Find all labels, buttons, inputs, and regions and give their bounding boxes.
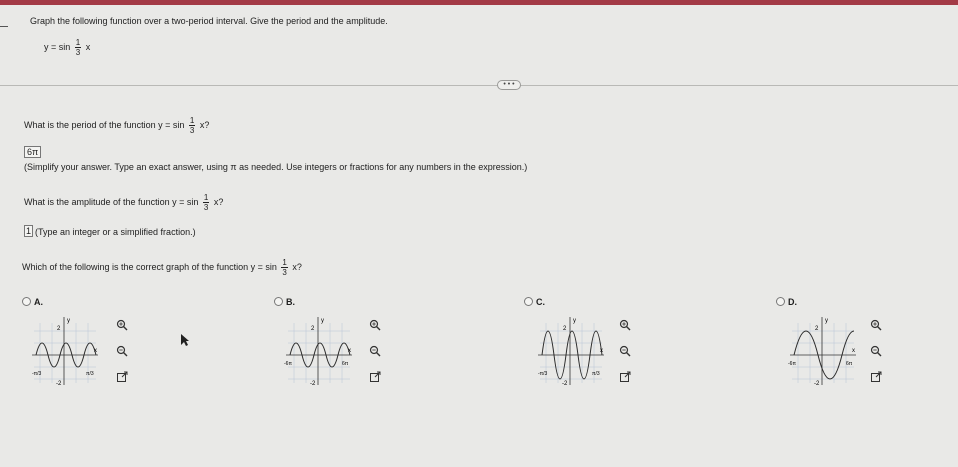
instruction-text: Graph the following function over a two-period interval. Give the period and the amplitude. [30, 16, 388, 26]
question-period-fraction [189, 116, 195, 135]
option-b-grid [288, 323, 350, 383]
option-d-y-tick-top: 2 [815, 326, 819, 332]
zoom-in-icon[interactable] [369, 318, 381, 330]
amplitude-hint: (Type an integer or a simplified fraction.) [35, 227, 196, 237]
question-graph-prefix: Which of the following is the correct graph of the function y = sin [22, 261, 277, 272]
zoom-out-icon[interactable] [870, 344, 882, 356]
option-b-y-tick-bottom: -2 [310, 381, 316, 385]
option-d-grid [792, 323, 854, 383]
option-b-x-tick-left: -6π [284, 361, 292, 367]
external-link-icon[interactable] [870, 370, 882, 382]
zoom-in-icon[interactable] [619, 318, 631, 330]
option-b-label[interactable]: B. [286, 297, 295, 307]
question-amplitude-fraction [203, 193, 209, 212]
option-a-x-tick-right: π/3 [86, 371, 94, 377]
option-d-graph-svg [788, 313, 858, 385]
option-b-graph-svg [284, 313, 354, 385]
q3-denominator: 3 [282, 268, 287, 277]
function-fraction [75, 38, 81, 57]
function-numerator: 1 [75, 38, 81, 47]
option-d-y-label: y [825, 318, 828, 324]
option-d-radio[interactable] [776, 297, 785, 306]
zoom-out-icon[interactable] [619, 344, 631, 356]
section-divider [0, 85, 958, 86]
q1-numerator: 1 [189, 116, 195, 125]
option-d-y-tick-bottom: -2 [814, 381, 820, 385]
cursor-arrow-icon [180, 333, 190, 347]
option-c-graph-svg [536, 313, 606, 385]
zoom-out-icon[interactable] [369, 344, 381, 356]
zoom-in-icon[interactable] [116, 318, 128, 330]
option-c-graph [536, 313, 606, 385]
q1-denominator: 3 [189, 126, 195, 135]
left-edge-mark [0, 26, 8, 27]
period-answer-box[interactable]: 6π [24, 146, 41, 158]
q2-numerator: 1 [203, 193, 209, 202]
question-period-suffix: x? [199, 119, 210, 130]
question-period-prefix: What is the period of the function y = sin [24, 119, 185, 130]
option-a-graph-svg [30, 313, 100, 385]
option-b-radio[interactable] [274, 297, 283, 306]
option-a-y-label: y [67, 318, 70, 324]
function-var: x [85, 41, 91, 52]
q2-denominator: 3 [203, 203, 209, 212]
amplitude-answer-box[interactable]: 1 [26, 226, 32, 236]
function-display [44, 38, 90, 57]
option-a-label[interactable]: A. [34, 297, 43, 307]
question-amplitude [24, 193, 223, 212]
option-c-x-tick-left: -π/3 [538, 371, 548, 377]
option-c-y-tick-bottom: -2 [562, 381, 568, 385]
option-b-y-tick-top: 2 [311, 326, 315, 332]
option-d-x-label: x [852, 348, 855, 354]
question-graph [22, 258, 302, 277]
more-options-button[interactable]: • • • [497, 80, 521, 90]
option-c-x-tick-right: π/3 [592, 371, 600, 377]
option-a-x-label: x [94, 348, 97, 354]
option-c-radio[interactable] [524, 297, 533, 306]
external-link-icon[interactable] [369, 370, 381, 382]
option-a-graph [30, 313, 100, 385]
top-accent-bar [0, 0, 958, 5]
option-c-label[interactable]: C. [536, 297, 545, 307]
option-c-y-label: y [573, 318, 576, 324]
option-a-y-tick-top: 2 [57, 326, 61, 332]
external-link-icon[interactable] [619, 370, 631, 382]
option-a-x-tick-left: -π/3 [32, 371, 42, 377]
question-graph-fraction [281, 258, 287, 277]
period-hint: (Simplify your answer. Type an exact answer, using π as needed. Use integers or fractions for any numbers in the expression.) [24, 162, 528, 172]
option-d-x-tick-left: -6π [788, 361, 796, 367]
q3-numerator: 1 [282, 258, 287, 267]
option-b-graph [284, 313, 354, 385]
option-b-x-tick-right: 6π [342, 361, 349, 367]
option-d-x-tick-right: 6π [846, 361, 853, 367]
option-c-x-label: x [600, 348, 603, 354]
external-link-icon[interactable] [116, 370, 128, 382]
function-denominator: 3 [75, 48, 81, 57]
option-b-x-label: x [348, 348, 351, 354]
option-d-graph [788, 313, 858, 385]
option-d-label[interactable]: D. [788, 297, 797, 307]
zoom-in-icon[interactable] [870, 318, 882, 330]
option-a-radio[interactable] [22, 297, 31, 306]
question-period [24, 116, 209, 135]
question-graph-suffix: x? [292, 261, 302, 272]
option-b-y-label: y [321, 318, 324, 324]
question-amplitude-suffix: x? [213, 196, 224, 207]
function-prefix: y = sin [44, 41, 71, 52]
zoom-out-icon[interactable] [116, 344, 128, 356]
option-c-y-tick-top: 2 [563, 326, 567, 332]
option-a-y-tick-bottom: -2 [56, 381, 62, 385]
question-amplitude-prefix: What is the amplitude of the function y = sin [24, 196, 199, 207]
